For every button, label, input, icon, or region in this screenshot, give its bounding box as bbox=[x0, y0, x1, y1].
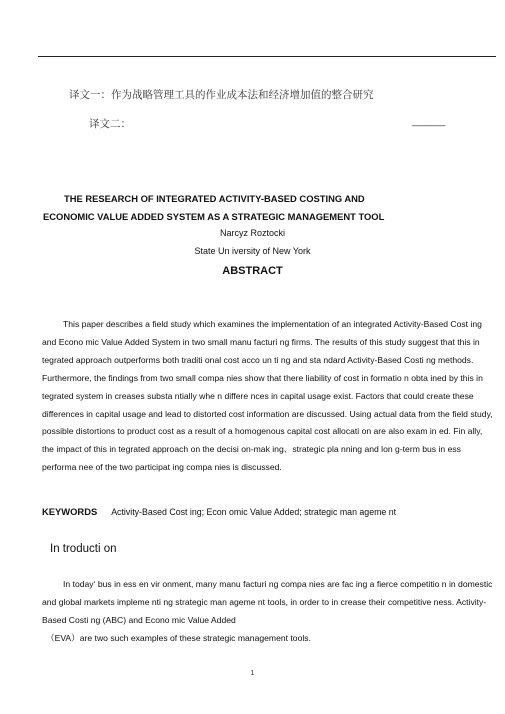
introduction-heading: In troducti on bbox=[50, 543, 117, 555]
abstract-body bbox=[42, 316, 496, 477]
paper-title-line-2: ECONOMIC VALUE ADDED SYSTEM AS A STRATEGIC MANAGEMENT TOOL bbox=[43, 211, 385, 222]
author-name: Narcyz Roztocki bbox=[219, 228, 285, 238]
author-affiliation: State Un iversity of New York bbox=[194, 246, 311, 256]
paper-title-line-1: THE RESEARCH OF INTEGRATED ACTIVITY-BASED COSTING AND bbox=[64, 193, 365, 204]
abstract-paragraph: This paper describes a field study which examines the implementation of an integrated Activity-Based Cost ing and Econo mic Value Added System in two small manu facturi ng firms. The results of this study suggest that this in tegrated approach outperforms both traditi onal cost acco un ti ng and sta ndard Activity-Based Costi ng methods. Furthermore, the findings from two small compa nies show that there liability of cost in formatio n obta ined by this in tegrated system in creases substa ntially whe n differe nces in capital usage exist. Factors that could create these differences in capital usage and lead to distorted cost information are discussed. Using actual data from the field study, possible distortions to product cost as a result of a homogenous capital cost allocati on are also exam in ed. Fin ally, the impact of this in tegrated approach on the decisi on-mak ing、strategic pla nning and lon g-term bus in ess performa nee of the two participat ing compa nies is discussed. bbox=[42, 319, 493, 473]
keywords-text: Activity-Based Cost ing; Econ omic Value Added; strategic man ageme nt bbox=[111, 507, 397, 517]
translation-line-1: 译文一：作为战略管理工具的作业成本法和经济增加值的整合研究 bbox=[69, 89, 374, 101]
introduction-body bbox=[42, 575, 496, 647]
page-number: 1 bbox=[250, 670, 255, 677]
translation-line-2: 译文二： bbox=[89, 118, 131, 130]
keywords-line bbox=[42, 506, 396, 517]
header-rule bbox=[38, 56, 496, 57]
introduction-paragraph: In today‘ bus in ess en vir onment, many manu facturi ng compa nies are fac ing a fierce competitio n in domestic and global markets impleme nti ng strategic man ageme nt tools, in order to in crease their competitive ness. Activity-Based Costi ng (ABC) and Econo mic Value Added bbox=[42, 579, 493, 625]
introduction-eva-line: （EVA）are two such examples of these strategic management tools. bbox=[46, 633, 311, 643]
translation-blank: ______ bbox=[412, 116, 446, 127]
abstract-heading: ABSTRACT bbox=[222, 265, 283, 277]
keywords-label: KEYWORDS bbox=[42, 506, 98, 517]
